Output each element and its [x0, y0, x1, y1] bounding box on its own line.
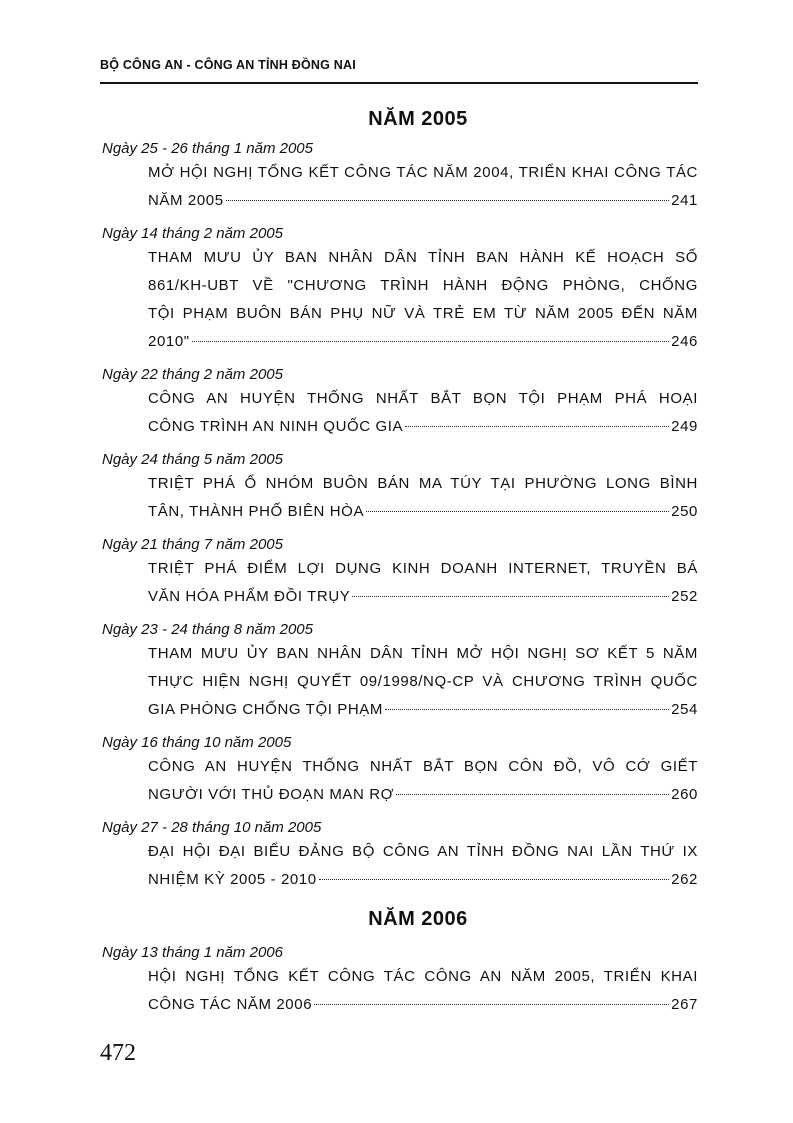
entry-title-tail: CÔNG TÁC NĂM 2006: [148, 996, 313, 1013]
entry-title: [148, 244, 698, 356]
entry-title-tail: CÔNG TRÌNH AN NINH QUỐC GIA: [148, 418, 404, 435]
toc-entry: [98, 139, 698, 215]
entry-title-line: MỞ HỘI NGHỊ TỔNG KẾT CÔNG TÁC NĂM 2004, TRIỂN KHAI CÔNG TÁC: [148, 164, 698, 181]
dot-leader: [396, 794, 669, 795]
dot-leader: [319, 879, 669, 880]
entry-title: [148, 470, 698, 526]
entry-title-last-line: [148, 498, 698, 526]
entry-title: [148, 640, 698, 724]
entry-title: [148, 385, 698, 441]
entry-title: [148, 963, 698, 1019]
toc-entry: [98, 450, 698, 526]
entry-title-line: TỘI PHẠM BUÔN BÁN PHỤ NỮ VÀ TRẺ EM TỪ NĂM 2005 ĐẾN NĂM: [148, 305, 698, 322]
year-heading-2005: NĂM 2005: [368, 108, 468, 130]
entry-title-tail: TÂN, THÀNH PHỐ BIÊN HÒA: [148, 503, 365, 520]
entry-title-last-line: [148, 866, 698, 894]
table-of-contents: [98, 108, 698, 1028]
entry-title-tail: VĂN HÓA PHẨM ĐỒI TRỤY: [148, 588, 351, 605]
entry-title-tail: NHIỆM KỲ 2005 - 2010: [148, 871, 317, 888]
entry-title-tail: NĂM 2005: [148, 192, 224, 209]
entry-title-line: CÔNG AN HUYỆN THỐNG NHẤT BẮT BỌN CÔN ĐỒ, VÔ CỚ GIẾT: [148, 758, 698, 775]
entry-date: Ngày 23 - 24 tháng 8 năm 2005: [102, 621, 313, 638]
dot-leader: [352, 596, 669, 597]
entry-title-last-line: [148, 413, 698, 441]
entry-title-line: TRIỆT PHÁ ĐIỂM LỢI DỤNG KINH DOANH INTERNET, TRUYỀN BÁ: [148, 560, 698, 577]
entry-title-last-line: [148, 696, 698, 724]
toc-entry: [98, 943, 698, 1019]
entry-title-line: THAM MƯU ỦY BAN NHÂN DÂN TỈNH BAN HÀNH KẾ HOẠCH SỐ: [148, 249, 698, 266]
entry-title-line: 861/KH-UBT VỀ "CHƯƠNG TRÌNH HÀNH ĐỘNG PHÒNG, CHỐNG: [148, 277, 698, 294]
year-heading-2006: NĂM 2006: [368, 908, 468, 930]
entry-title: [148, 753, 698, 809]
entry-date: Ngày 22 tháng 2 năm 2005: [102, 366, 283, 383]
toc-entry: [98, 535, 698, 611]
dot-leader: [192, 341, 669, 342]
page-number: 472: [100, 1040, 136, 1066]
entry-page: 249: [671, 418, 698, 435]
toc-entry: [98, 733, 698, 809]
entry-title-line: TRIỆT PHÁ Ổ NHÓM BUÔN BÁN MA TÚY TẠI PHƯỜNG LONG BÌNH: [148, 475, 698, 492]
dot-leader: [226, 200, 670, 201]
header-rule: [100, 82, 698, 84]
entry-title-last-line: [148, 187, 698, 215]
entry-date: Ngày 14 tháng 2 năm 2005: [102, 225, 283, 242]
entry-title-line: HỘI NGHỊ TỔNG KẾT CÔNG TÁC CÔNG AN NĂM 2005, TRIỂN KHAI: [148, 968, 698, 985]
entry-date: Ngày 25 - 26 tháng 1 năm 2005: [102, 140, 313, 157]
entry-title: [148, 159, 698, 215]
entry-title-line: ĐẠI HỘI ĐẠI BIỂU ĐẢNG BỘ CÔNG AN TỈNH ĐỒNG NAI LẦN THỨ IX: [148, 843, 698, 860]
entry-page: 241: [671, 192, 698, 209]
running-header: BỘ CÔNG AN - CÔNG AN TỈNH ĐỒNG NAI: [100, 58, 356, 72]
entry-title-tail: 2010": [148, 333, 190, 350]
entry-title-line: CÔNG AN HUYỆN THỐNG NHẤT BẮT BỌN TỘI PHẠM PHÁ HOẠI: [148, 390, 698, 407]
entry-title-last-line: [148, 328, 698, 356]
toc-entry: [98, 818, 698, 894]
dot-leader: [314, 1004, 669, 1005]
entry-title-last-line: [148, 991, 698, 1019]
toc-entry: [98, 620, 698, 724]
entry-date: Ngày 27 - 28 tháng 10 năm 2005: [102, 819, 322, 836]
entry-date: Ngày 24 tháng 5 năm 2005: [102, 451, 283, 468]
entry-date: Ngày 21 tháng 7 năm 2005: [102, 536, 283, 553]
entry-title-line: THỰC HIỆN NGHỊ QUYẾT 09/1998/NQ-CP VÀ CHƯƠNG TRÌNH QUỐC: [148, 673, 698, 690]
entry-page: 250: [671, 503, 698, 520]
toc-entry: [98, 224, 698, 356]
dot-leader: [366, 511, 669, 512]
entry-page: 246: [671, 333, 698, 350]
entry-page: 260: [671, 786, 698, 803]
entry-title-last-line: [148, 583, 698, 611]
entry-title: [148, 838, 698, 894]
entry-title-tail: NGƯỜI VỚI THỦ ĐOẠN MAN RỢ: [148, 786, 395, 803]
entry-title-line: THAM MƯU ỦY BAN NHÂN DÂN TỈNH MỞ HỘI NGHỊ SƠ KẾT 5 NĂM: [148, 645, 698, 662]
entry-page: 252: [671, 588, 698, 605]
entry-page: 254: [671, 701, 698, 718]
dot-leader: [405, 426, 669, 427]
entry-title-last-line: [148, 781, 698, 809]
dot-leader: [385, 709, 669, 710]
entry-date: Ngày 13 tháng 1 năm 2006: [102, 944, 283, 961]
entry-page: 267: [671, 996, 698, 1013]
entry-title: [148, 555, 698, 611]
toc-entry: [98, 365, 698, 441]
entry-page: 262: [671, 871, 698, 888]
entry-title-tail: GIA PHÒNG CHỐNG TỘI PHẠM: [148, 701, 383, 718]
entry-date: Ngày 16 tháng 10 năm 2005: [102, 734, 292, 751]
